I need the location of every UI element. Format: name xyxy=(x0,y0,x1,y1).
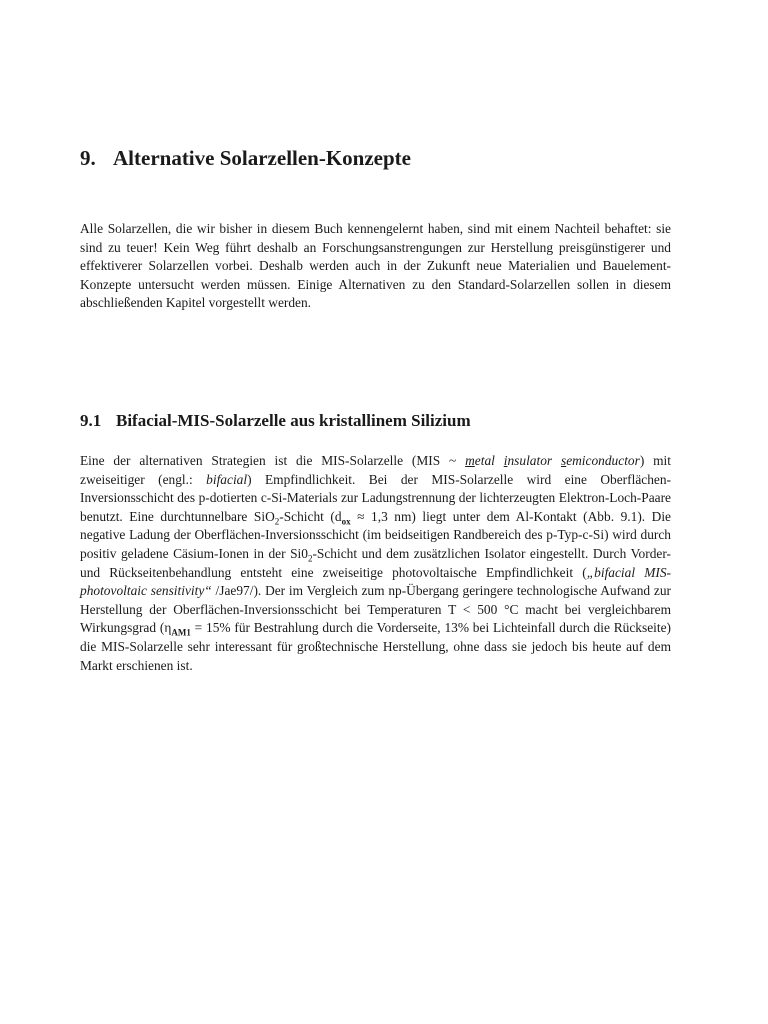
text-run: ≈ 1,3 nm) liegt unter dem Al-Kontakt (Abb. 9.1). Die negative Ladung der Oberflächen-Inversionsschicht (im beidseitigen Randbereich des p-Typ-c-Si) wird durch positiv geladene Cäsium-Ionen in der Si0 xyxy=(80,508,672,561)
subscript: 2 xyxy=(274,516,280,527)
term-rest: nsulator xyxy=(507,453,561,468)
term-letter: s xyxy=(560,453,567,468)
term-rest: etal xyxy=(474,453,504,468)
quoted-term: „bifacial MIS-photovoltaic sensitivity“ xyxy=(80,564,671,599)
section-number: 9.1 xyxy=(80,411,102,430)
section-title xyxy=(80,411,471,431)
subscript: ox xyxy=(341,516,351,527)
text-run: = 15% für Bestrahlung durch die Vorderseite, 13% bei Lichteinfall durch die Rückseite) die MIS-Solarzelle sehr interessant für großtechnische Herstellung, ohne dass sie jedoch bis heute auf dem Markt erschienen ist. xyxy=(80,620,671,673)
text-run: -Schicht (d xyxy=(279,508,342,524)
chapter-number: 9. xyxy=(80,146,96,170)
chapter-title-text: Alternative Solarzellen-Konzepte xyxy=(113,146,411,170)
section-title-text: Bifacial-MIS-Solarzelle aus kristallinem Silizium xyxy=(116,411,471,430)
text-run: Eine der alternativen Strategien ist die MIS-Solarzelle (MIS ~ xyxy=(80,453,466,468)
term-metal-insulator-semiconductor xyxy=(465,453,640,468)
text-run: /Jae97/). Der im Vergleich zum np-Übergang geringere technologische Aufwand zur Herstellung der Oberflächen-Inversionsschicht bei Temperaturen T < 500 °C macht bei vergleichbarem Wirkungsgrad (η xyxy=(80,583,671,636)
text-run: -Schicht und dem zusätzlichen Isolator eingestellt. Durch Vorder- und Rückseitenbehandlung entsteht eine zweiseitige photovoltaische Empfindlichkeit ( xyxy=(80,545,671,580)
chapter-title xyxy=(80,146,411,171)
subscript: 2 xyxy=(307,553,313,564)
body-paragraph xyxy=(80,452,671,675)
subscript: AM1 xyxy=(171,628,191,639)
term-bifacial: bifacial xyxy=(206,471,248,487)
term-rest: emiconductor xyxy=(566,453,640,468)
intro-paragraph: Alle Solarzellen, die wir bisher in diesem Buch kennengelernt haben, sind mit einem Nachteil behaftet: sie sind zu teuer! Kein Weg führt deshalb an Forschungsanstrengungen zur Herstellung preisgünstigerer und effektiverer Solarzellen vorbei. Deshalb werden auch in der Zukunft neue Materialien und Bauelement-Konzepte untersucht werden müssen. Einige Alternativen zu den Standard-Solarzellen sollen in diesem abschließenden Kapitel vorgestellt werden. xyxy=(80,221,671,311)
term-letter: m xyxy=(465,453,475,468)
term-letter: i xyxy=(503,453,508,468)
text-run: ) mit zweiseitiger (engl.: xyxy=(80,453,671,487)
text-run: ) Empfindlichkeit. Bei der MIS-Solarzelle wird eine Oberflächen-Inversionsschicht des p-dotierten c-Si-Materials zur Ladungstrennung der lichterzeugten Elektron-Loch-Paare benutzt. Eine durchtunnelbare SiO xyxy=(80,471,671,524)
